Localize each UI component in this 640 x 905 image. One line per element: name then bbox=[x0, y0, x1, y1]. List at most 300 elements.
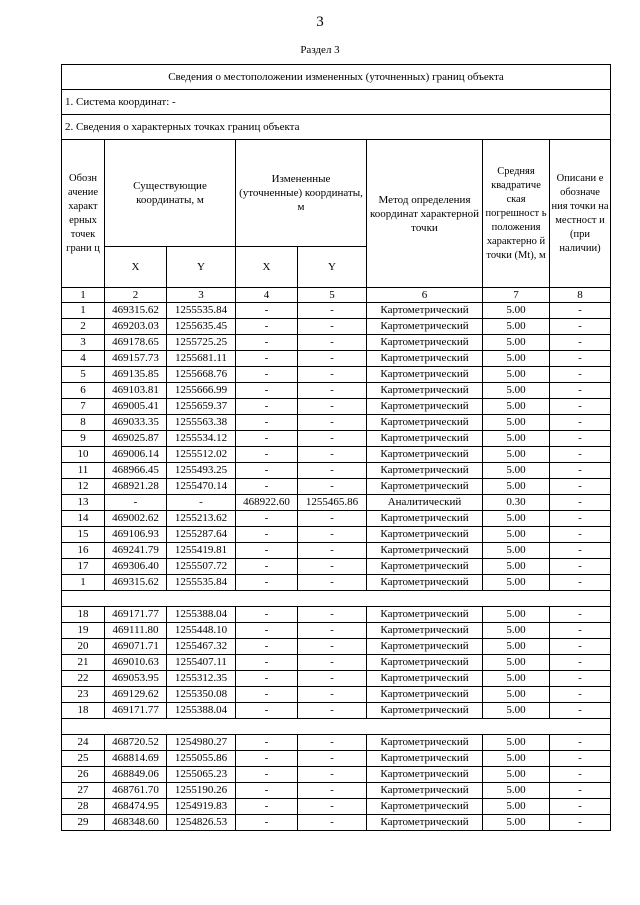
y-existing-cell: 1255190.26 bbox=[167, 783, 236, 799]
table-row bbox=[62, 335, 611, 351]
x-changed-cell: - bbox=[236, 479, 298, 495]
description-cell: - bbox=[550, 735, 611, 751]
x-existing-cell: 469053.95 bbox=[105, 671, 167, 687]
column-number: 2 bbox=[105, 288, 167, 303]
x-changed-cell: - bbox=[236, 463, 298, 479]
x-existing-cell: 469306.40 bbox=[105, 559, 167, 575]
description-cell: - bbox=[550, 351, 611, 367]
x-changed-cell: - bbox=[236, 671, 298, 687]
point-number-cell: 17 bbox=[62, 559, 105, 575]
separator-cell bbox=[62, 591, 611, 607]
point-number-cell: 28 bbox=[62, 799, 105, 815]
point-number-cell: 26 bbox=[62, 767, 105, 783]
mean-error-cell: 5.00 bbox=[483, 463, 550, 479]
mean-error-cell: 5.00 bbox=[483, 415, 550, 431]
table-row bbox=[62, 303, 611, 319]
description-cell: - bbox=[550, 463, 611, 479]
y-changed-cell: - bbox=[298, 687, 367, 703]
method-cell: Картометрический bbox=[367, 335, 483, 351]
description-cell: - bbox=[550, 431, 611, 447]
x-changed-cell: - bbox=[236, 751, 298, 767]
y-existing-cell: 1255470.14 bbox=[167, 479, 236, 495]
separator-row bbox=[62, 719, 611, 735]
point-number-cell: 9 bbox=[62, 431, 105, 447]
method-cell: Картометрический bbox=[367, 815, 483, 831]
description-cell: - bbox=[550, 543, 611, 559]
method-cell: Картометрический bbox=[367, 479, 483, 495]
method-cell: Картометрический bbox=[367, 543, 483, 559]
column-number: 4 bbox=[236, 288, 298, 303]
mean-error-cell: 5.00 bbox=[483, 383, 550, 399]
mean-error-cell: 5.00 bbox=[483, 703, 550, 719]
y-existing-cell: 1255668.76 bbox=[167, 367, 236, 383]
y-changed-cell: - bbox=[298, 655, 367, 671]
point-number-cell: 15 bbox=[62, 527, 105, 543]
description-cell: - bbox=[550, 799, 611, 815]
point-number-cell: 8 bbox=[62, 415, 105, 431]
table-row bbox=[62, 815, 611, 831]
point-number-cell: 18 bbox=[62, 703, 105, 719]
table-row bbox=[62, 543, 611, 559]
y-changed-cell: - bbox=[298, 703, 367, 719]
y-existing-cell: 1255534.12 bbox=[167, 431, 236, 447]
x-changed-cell: - bbox=[236, 303, 298, 319]
mean-error-cell: 5.00 bbox=[483, 655, 550, 671]
y-changed-cell: - bbox=[298, 527, 367, 543]
header-y-changed: Y bbox=[298, 247, 367, 288]
y-changed-cell: - bbox=[298, 623, 367, 639]
mean-error-cell: 5.00 bbox=[483, 767, 550, 783]
point-number-cell: 3 bbox=[62, 335, 105, 351]
table-row bbox=[62, 751, 611, 767]
y-existing-cell: 1254919.83 bbox=[167, 799, 236, 815]
method-cell: Картометрический bbox=[367, 559, 483, 575]
header-point-designation: Обозн ачение характ ерных точек грани ц bbox=[62, 140, 105, 288]
x-existing-cell: 469315.62 bbox=[105, 303, 167, 319]
point-number-cell: 1 bbox=[62, 575, 105, 591]
description-cell: - bbox=[550, 815, 611, 831]
method-cell: Картометрический bbox=[367, 671, 483, 687]
column-number: 7 bbox=[483, 288, 550, 303]
point-number-cell: 19 bbox=[62, 623, 105, 639]
point-number-cell: 5 bbox=[62, 367, 105, 383]
x-existing-cell: 468761.70 bbox=[105, 783, 167, 799]
x-existing-cell: 469103.81 bbox=[105, 383, 167, 399]
point-number-cell: 20 bbox=[62, 639, 105, 655]
point-number-cell: 1 bbox=[62, 303, 105, 319]
y-existing-cell: 1255666.99 bbox=[167, 383, 236, 399]
x-existing-cell: 468474.95 bbox=[105, 799, 167, 815]
x-existing-cell: 469171.77 bbox=[105, 703, 167, 719]
point-number-cell: 23 bbox=[62, 687, 105, 703]
y-changed-cell: - bbox=[298, 367, 367, 383]
point-number-cell: 13 bbox=[62, 495, 105, 511]
x-existing-cell: 468849.06 bbox=[105, 767, 167, 783]
method-cell: Картометрический bbox=[367, 799, 483, 815]
header-method: Метод определения координат характерной точки bbox=[367, 140, 483, 288]
y-existing-cell: 1255535.84 bbox=[167, 575, 236, 591]
y-existing-cell: 1255493.25 bbox=[167, 463, 236, 479]
method-cell: Картометрический bbox=[367, 751, 483, 767]
mean-error-cell: 5.00 bbox=[483, 799, 550, 815]
column-number: 3 bbox=[167, 288, 236, 303]
y-changed-cell: - bbox=[298, 543, 367, 559]
header-y-existing: Y bbox=[167, 247, 236, 288]
mean-error-cell: 5.00 bbox=[483, 335, 550, 351]
table-row bbox=[62, 783, 611, 799]
table-row bbox=[62, 431, 611, 447]
x-changed-cell: - bbox=[236, 639, 298, 655]
table-row bbox=[62, 527, 611, 543]
header-changed-coords: Измененные (уточненные) координаты, м bbox=[236, 140, 367, 247]
table-row bbox=[62, 399, 611, 415]
table-row bbox=[62, 799, 611, 815]
method-cell: Аналитический bbox=[367, 495, 483, 511]
description-cell: - bbox=[550, 495, 611, 511]
coord-system-row: 1. Система координат: - bbox=[62, 90, 611, 115]
x-changed-cell: - bbox=[236, 735, 298, 751]
x-existing-cell: 469006.14 bbox=[105, 447, 167, 463]
point-number-cell: 21 bbox=[62, 655, 105, 671]
x-changed-cell: - bbox=[236, 415, 298, 431]
method-cell: Картометрический bbox=[367, 431, 483, 447]
table-row bbox=[62, 639, 611, 655]
y-changed-cell: - bbox=[298, 431, 367, 447]
y-existing-cell: - bbox=[167, 495, 236, 511]
description-cell: - bbox=[550, 607, 611, 623]
x-existing-cell: 469203.03 bbox=[105, 319, 167, 335]
y-existing-cell: 1255448.10 bbox=[167, 623, 236, 639]
mean-error-cell: 5.00 bbox=[483, 431, 550, 447]
point-number-cell: 22 bbox=[62, 671, 105, 687]
method-cell: Картометрический bbox=[367, 319, 483, 335]
x-existing-cell: 468921.28 bbox=[105, 479, 167, 495]
description-cell: - bbox=[550, 399, 611, 415]
separator-row bbox=[62, 591, 611, 607]
y-existing-cell: 1254980.27 bbox=[167, 735, 236, 751]
table-row bbox=[62, 319, 611, 335]
table-row bbox=[62, 575, 611, 591]
table-row bbox=[62, 495, 611, 511]
mean-error-cell: 5.00 bbox=[483, 479, 550, 495]
x-existing-cell: 468348.60 bbox=[105, 815, 167, 831]
table-row bbox=[62, 511, 611, 527]
table-row bbox=[62, 447, 611, 463]
method-cell: Картометрический bbox=[367, 303, 483, 319]
y-existing-cell: 1255312.35 bbox=[167, 671, 236, 687]
method-cell: Картометрический bbox=[367, 575, 483, 591]
y-existing-cell: 1255725.25 bbox=[167, 335, 236, 351]
y-existing-cell: 1255635.45 bbox=[167, 319, 236, 335]
point-number-cell: 7 bbox=[62, 399, 105, 415]
method-cell: Картометрический bbox=[367, 383, 483, 399]
x-existing-cell: 469157.73 bbox=[105, 351, 167, 367]
x-changed-cell: - bbox=[236, 687, 298, 703]
table-row bbox=[62, 767, 611, 783]
description-cell: - bbox=[550, 415, 611, 431]
point-number-cell: 29 bbox=[62, 815, 105, 831]
y-changed-cell: - bbox=[298, 559, 367, 575]
x-changed-cell: - bbox=[236, 511, 298, 527]
x-changed-cell: - bbox=[236, 319, 298, 335]
point-number-cell: 11 bbox=[62, 463, 105, 479]
point-number-cell: 25 bbox=[62, 751, 105, 767]
header-x-changed: X bbox=[236, 247, 298, 288]
header-mean-error: Средняя квадратиче ская погрешност ь положения характерно й точки (Mt), м bbox=[483, 140, 550, 288]
method-cell: Картометрический bbox=[367, 415, 483, 431]
method-cell: Картометрический bbox=[367, 639, 483, 655]
y-changed-cell: - bbox=[298, 607, 367, 623]
x-existing-cell: 469071.71 bbox=[105, 639, 167, 655]
table-row bbox=[62, 415, 611, 431]
x-existing-cell: 469129.62 bbox=[105, 687, 167, 703]
y-changed-cell: - bbox=[298, 815, 367, 831]
mean-error-cell: 5.00 bbox=[483, 511, 550, 527]
x-changed-cell: - bbox=[236, 335, 298, 351]
mean-error-cell: 5.00 bbox=[483, 815, 550, 831]
page-number: 3 bbox=[316, 14, 324, 30]
description-cell: - bbox=[550, 767, 611, 783]
method-cell: Картометрический bbox=[367, 655, 483, 671]
y-existing-cell: 1255512.02 bbox=[167, 447, 236, 463]
table-row bbox=[62, 351, 611, 367]
method-cell: Картометрический bbox=[367, 735, 483, 751]
method-cell: Картометрический bbox=[367, 623, 483, 639]
table-row bbox=[62, 559, 611, 575]
x-changed-cell: 468922.60 bbox=[236, 495, 298, 511]
mean-error-cell: 5.00 bbox=[483, 735, 550, 751]
mean-error-cell: 5.00 bbox=[483, 687, 550, 703]
y-existing-cell: 1255388.04 bbox=[167, 607, 236, 623]
mean-error-cell: 5.00 bbox=[483, 751, 550, 767]
point-number-cell: 12 bbox=[62, 479, 105, 495]
mean-error-cell: 5.00 bbox=[483, 559, 550, 575]
x-existing-cell: - bbox=[105, 495, 167, 511]
method-cell: Картометрический bbox=[367, 703, 483, 719]
x-existing-cell: 469005.41 bbox=[105, 399, 167, 415]
y-changed-cell: - bbox=[298, 335, 367, 351]
y-changed-cell: - bbox=[298, 447, 367, 463]
y-changed-cell: - bbox=[298, 767, 367, 783]
x-changed-cell: - bbox=[236, 799, 298, 815]
y-changed-cell: - bbox=[298, 351, 367, 367]
table-row bbox=[62, 623, 611, 639]
method-cell: Картометрический bbox=[367, 767, 483, 783]
x-changed-cell: - bbox=[236, 767, 298, 783]
method-cell: Картометрический bbox=[367, 687, 483, 703]
column-number: 1 bbox=[62, 288, 105, 303]
method-cell: Картометрический bbox=[367, 463, 483, 479]
x-changed-cell: - bbox=[236, 447, 298, 463]
table-title: Сведения о местоположении измененных (уточненных) границ объекта bbox=[62, 65, 611, 90]
y-existing-cell: 1255065.23 bbox=[167, 767, 236, 783]
separator-cell bbox=[62, 719, 611, 735]
y-existing-cell: 1255507.72 bbox=[167, 559, 236, 575]
y-changed-cell: - bbox=[298, 479, 367, 495]
table-row bbox=[62, 735, 611, 751]
description-cell: - bbox=[550, 559, 611, 575]
x-changed-cell: - bbox=[236, 607, 298, 623]
mean-error-cell: 5.00 bbox=[483, 623, 550, 639]
description-cell: - bbox=[550, 447, 611, 463]
table-body bbox=[62, 303, 611, 831]
description-cell: - bbox=[550, 479, 611, 495]
x-existing-cell: 468814.69 bbox=[105, 751, 167, 767]
method-cell: Картометрический bbox=[367, 351, 483, 367]
y-changed-cell: - bbox=[298, 319, 367, 335]
description-cell: - bbox=[550, 783, 611, 799]
description-cell: - bbox=[550, 319, 611, 335]
x-changed-cell: - bbox=[236, 623, 298, 639]
y-existing-cell: 1255563.38 bbox=[167, 415, 236, 431]
x-changed-cell: - bbox=[236, 703, 298, 719]
x-existing-cell: 469033.35 bbox=[105, 415, 167, 431]
y-existing-cell: 1254826.53 bbox=[167, 815, 236, 831]
table-row bbox=[62, 671, 611, 687]
mean-error-cell: 5.00 bbox=[483, 399, 550, 415]
description-cell: - bbox=[550, 511, 611, 527]
table-row bbox=[62, 463, 611, 479]
table-row bbox=[62, 703, 611, 719]
x-existing-cell: 468966.45 bbox=[105, 463, 167, 479]
x-changed-cell: - bbox=[236, 575, 298, 591]
table-row bbox=[62, 479, 611, 495]
mean-error-cell: 5.00 bbox=[483, 783, 550, 799]
point-number-cell: 10 bbox=[62, 447, 105, 463]
x-existing-cell: 469002.62 bbox=[105, 511, 167, 527]
table-row bbox=[62, 383, 611, 399]
description-cell: - bbox=[550, 639, 611, 655]
x-existing-cell: 469171.77 bbox=[105, 607, 167, 623]
method-cell: Картометрический bbox=[367, 527, 483, 543]
x-existing-cell: 469315.62 bbox=[105, 575, 167, 591]
column-number: 6 bbox=[367, 288, 483, 303]
method-cell: Картометрический bbox=[367, 783, 483, 799]
mean-error-cell: 5.00 bbox=[483, 447, 550, 463]
description-cell: - bbox=[550, 687, 611, 703]
mean-error-cell: 5.00 bbox=[483, 575, 550, 591]
x-changed-cell: - bbox=[236, 543, 298, 559]
y-changed-cell: - bbox=[298, 671, 367, 687]
y-changed-cell: - bbox=[298, 415, 367, 431]
point-number-cell: 6 bbox=[62, 383, 105, 399]
point-number-cell: 27 bbox=[62, 783, 105, 799]
x-changed-cell: - bbox=[236, 783, 298, 799]
y-existing-cell: 1255407.11 bbox=[167, 655, 236, 671]
description-cell: - bbox=[550, 623, 611, 639]
y-existing-cell: 1255055.86 bbox=[167, 751, 236, 767]
mean-error-cell: 5.00 bbox=[483, 671, 550, 687]
x-changed-cell: - bbox=[236, 527, 298, 543]
point-number-cell: 4 bbox=[62, 351, 105, 367]
description-cell: - bbox=[550, 335, 611, 351]
y-changed-cell: 1255465.86 bbox=[298, 495, 367, 511]
mean-error-cell: 5.00 bbox=[483, 607, 550, 623]
mean-error-cell: 5.00 bbox=[483, 543, 550, 559]
point-number-cell: 2 bbox=[62, 319, 105, 335]
point-number-cell: 16 bbox=[62, 543, 105, 559]
x-changed-cell: - bbox=[236, 367, 298, 383]
table-row bbox=[62, 655, 611, 671]
table-row bbox=[62, 687, 611, 703]
y-existing-cell: 1255287.64 bbox=[167, 527, 236, 543]
x-changed-cell: - bbox=[236, 351, 298, 367]
description-cell: - bbox=[550, 383, 611, 399]
x-existing-cell: 469241.79 bbox=[105, 543, 167, 559]
mean-error-cell: 5.00 bbox=[483, 319, 550, 335]
x-changed-cell: - bbox=[236, 815, 298, 831]
boundary-points-table bbox=[61, 64, 611, 831]
y-existing-cell: 1255213.62 bbox=[167, 511, 236, 527]
method-cell: Картометрический bbox=[367, 511, 483, 527]
y-existing-cell: 1255467.32 bbox=[167, 639, 236, 655]
y-existing-cell: 1255659.37 bbox=[167, 399, 236, 415]
y-existing-cell: 1255535.84 bbox=[167, 303, 236, 319]
method-cell: Картометрический bbox=[367, 447, 483, 463]
x-existing-cell: 469178.65 bbox=[105, 335, 167, 351]
description-cell: - bbox=[550, 303, 611, 319]
y-changed-cell: - bbox=[298, 639, 367, 655]
method-cell: Картометрический bbox=[367, 399, 483, 415]
y-changed-cell: - bbox=[298, 383, 367, 399]
table-row bbox=[62, 367, 611, 383]
points-section-title: 2. Сведения о характерных точках границ объекта bbox=[62, 115, 611, 140]
header-x-existing: X bbox=[105, 247, 167, 288]
method-cell: Картометрический bbox=[367, 367, 483, 383]
y-existing-cell: 1255419.81 bbox=[167, 543, 236, 559]
description-cell: - bbox=[550, 575, 611, 591]
x-changed-cell: - bbox=[236, 559, 298, 575]
y-existing-cell: 1255350.08 bbox=[167, 687, 236, 703]
column-number-row bbox=[62, 288, 611, 303]
description-cell: - bbox=[550, 751, 611, 767]
y-existing-cell: 1255681.11 bbox=[167, 351, 236, 367]
x-existing-cell: 469135.85 bbox=[105, 367, 167, 383]
y-existing-cell: 1255388.04 bbox=[167, 703, 236, 719]
description-cell: - bbox=[550, 671, 611, 687]
method-cell: Картометрический bbox=[367, 607, 483, 623]
x-changed-cell: - bbox=[236, 383, 298, 399]
y-changed-cell: - bbox=[298, 735, 367, 751]
mean-error-cell: 5.00 bbox=[483, 527, 550, 543]
x-changed-cell: - bbox=[236, 399, 298, 415]
column-number: 5 bbox=[298, 288, 367, 303]
y-changed-cell: - bbox=[298, 751, 367, 767]
description-cell: - bbox=[550, 527, 611, 543]
mean-error-cell: 0.30 bbox=[483, 495, 550, 511]
x-existing-cell: 469025.87 bbox=[105, 431, 167, 447]
description-cell: - bbox=[550, 655, 611, 671]
x-existing-cell: 469106.93 bbox=[105, 527, 167, 543]
point-number-cell: 14 bbox=[62, 511, 105, 527]
x-existing-cell: 468720.52 bbox=[105, 735, 167, 751]
y-changed-cell: - bbox=[298, 799, 367, 815]
column-number: 8 bbox=[550, 288, 611, 303]
description-cell: - bbox=[550, 367, 611, 383]
mean-error-cell: 5.00 bbox=[483, 367, 550, 383]
y-changed-cell: - bbox=[298, 463, 367, 479]
section-title: Раздел 3 bbox=[300, 44, 340, 56]
mean-error-cell: 5.00 bbox=[483, 303, 550, 319]
x-existing-cell: 469111.80 bbox=[105, 623, 167, 639]
x-changed-cell: - bbox=[236, 431, 298, 447]
y-changed-cell: - bbox=[298, 575, 367, 591]
x-existing-cell: 469010.63 bbox=[105, 655, 167, 671]
y-changed-cell: - bbox=[298, 511, 367, 527]
mean-error-cell: 5.00 bbox=[483, 639, 550, 655]
description-cell: - bbox=[550, 703, 611, 719]
y-changed-cell: - bbox=[298, 399, 367, 415]
